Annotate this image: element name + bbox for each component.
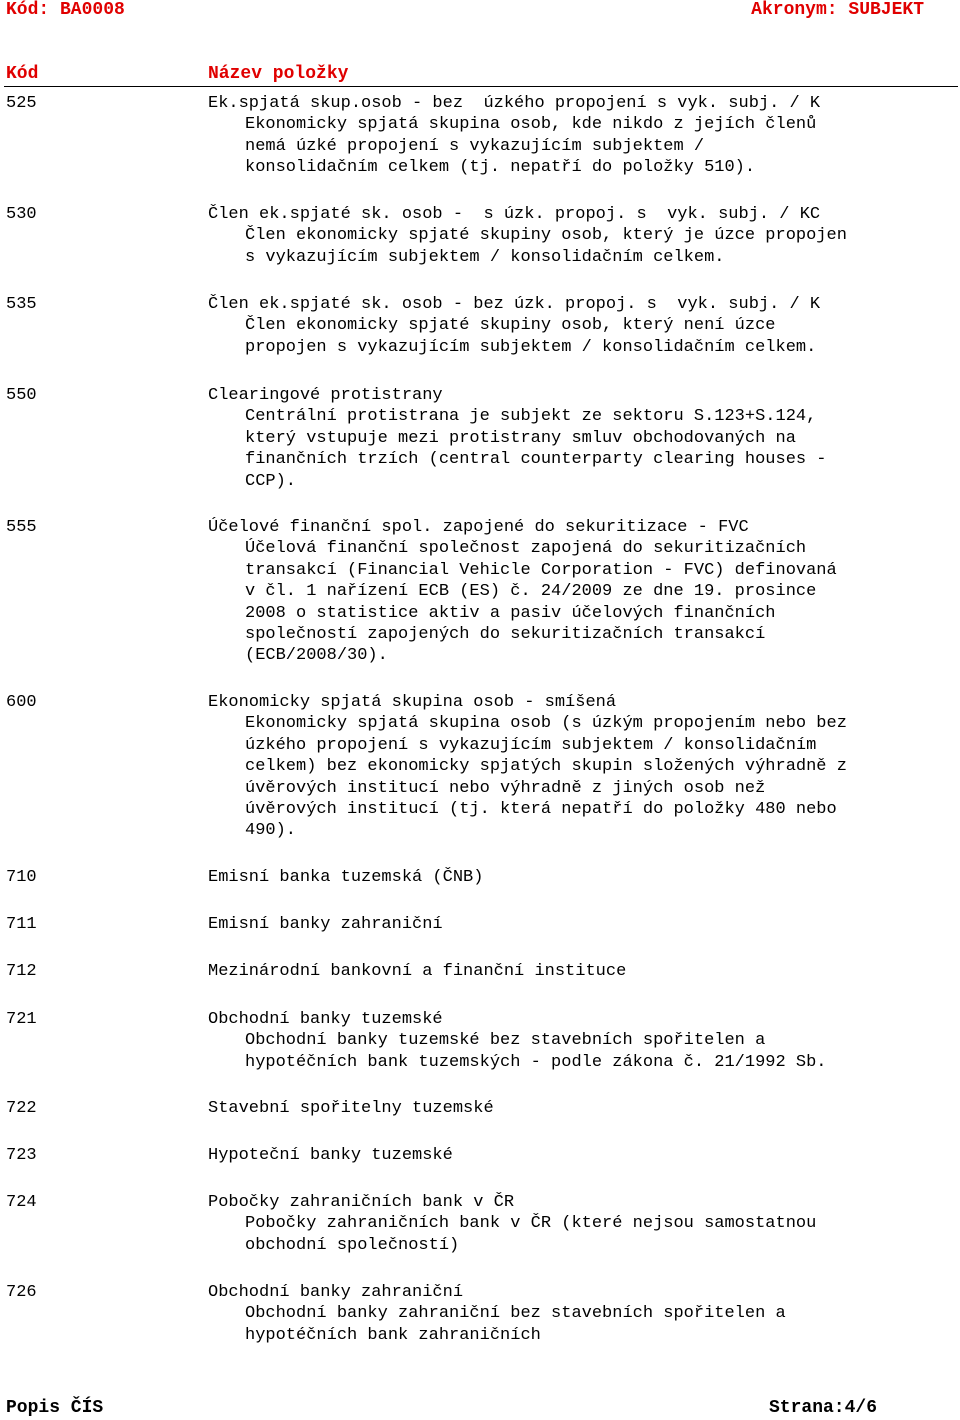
item-code: 600 (6, 693, 37, 712)
item-name: Emisní banky zahraniční (208, 915, 443, 934)
item-name: Mezinárodní bankovní a finanční instituce (208, 962, 627, 981)
item-description: Člen ekonomicky spjaté skupiny osob, který není úzce propojen s vykazujícím subjektem / konsolidačním celkem. (245, 316, 817, 357)
page-number: Strana:4/6 (769, 1398, 878, 1418)
item-name: Stavební spořitelny tuzemské (208, 1099, 494, 1118)
item-description: Pobočky zahraničních bank v ČR (které nejsou samostatnou obchodní společností) (245, 1214, 817, 1255)
item-code: 550 (6, 386, 37, 405)
item-description: Centrální protistrana je subjekt ze sektoru S.123+S.124, který vstupuje mezi protistrany smluv obchodovaných na finančních trzích (central counterparty clearing houses - CCP). (245, 407, 827, 491)
item-name: Clearingové protistrany (208, 386, 443, 405)
item-description: Člen ekonomicky spjaté skupiny osob, který je úzce propojen s vykazujícím subjektem / konsolidačním celkem. (245, 226, 847, 267)
item-name: Člen ek.spjaté sk. osob - s úzk. propoj. s vyk. subj. / KC (208, 205, 821, 224)
item-description: Obchodní banky tuzemské bez stavebních spořitelen a hypotéčních bank tuzemských - podle zákona č. 21/1992 Sb. (245, 1031, 827, 1072)
item-code: 710 (6, 868, 37, 887)
item-code: 711 (6, 915, 37, 934)
item-code: 724 (6, 1193, 37, 1212)
item-name: Hypoteční banky tuzemské (208, 1146, 453, 1165)
item-name: Ekonomicky spjatá skupina osob - smíšená (208, 693, 617, 712)
item-description: Obchodní banky zahraniční bez stavebních spořitelen a hypotéčních bank zahraničních (245, 1304, 786, 1345)
item-name: Pobočky zahraničních bank v ČR (208, 1193, 515, 1212)
column-header-code: Kód (6, 64, 39, 84)
header-code: Kód: BA0008 (6, 0, 125, 20)
item-code: 525 (6, 94, 37, 113)
item-name: Ek.spjatá skup.osob - bez úzkého propojení s vyk. subj. / K (208, 94, 821, 113)
item-description: Ekonomicky spjatá skupina osob, kde nikdo z jejích členů nemá úzké propojení s vykazujícím subjektem / konsolidačním celkem (tj. nepatří do položky 510). (245, 115, 817, 178)
item-code: 712 (6, 962, 37, 981)
column-header-name: Název položky (208, 64, 349, 84)
item-code: 726 (6, 1283, 37, 1302)
item-name: Účelové finanční spol. zapojené do sekuritizace - FVC (208, 518, 749, 537)
header-acronym: Akronym: SUBJEKT (751, 0, 924, 20)
item-code: 535 (6, 295, 37, 314)
item-code: 722 (6, 1099, 37, 1118)
item-description: Ekonomicky spjatá skupina osob (s úzkým propojením nebo bez úzkého propojení s vykazujícím subjektem / konsolidačním celkem) bez ekonomicky spjatých skupin složených výhradně z úvěrových institucí nebo výhradně z jiných osob než úvěrových institucí (tj. která nepatří do položky 480 nebo 490). (245, 714, 847, 841)
item-description: Účelová finanční společnost zapojená do sekuritizačních transakcí (Financial Vehicle Corporation - FVC) definovaná v čl. 1 nařízení ECB (ES) č. 24/2009 ze dne 19. prosince 2008 o statistice aktiv a pasiv účelových finančních společností zapojených do sekuritizačních transakcí (ECB/2008/30). (245, 539, 837, 666)
header-divider (4, 86, 958, 87)
item-name: Emisní banka tuzemská (ČNB) (208, 868, 484, 887)
footer-title: Popis ČÍS (6, 1398, 104, 1418)
item-name: Obchodní banky zahraniční (208, 1283, 464, 1302)
item-code: 530 (6, 205, 37, 224)
item-code: 721 (6, 1010, 37, 1029)
item-name: Člen ek.spjaté sk. osob - bez úzk. propoj. s vyk. subj. / K (208, 295, 821, 314)
item-name: Obchodní banky tuzemské (208, 1010, 443, 1029)
item-code: 555 (6, 518, 37, 537)
item-code: 723 (6, 1146, 37, 1165)
